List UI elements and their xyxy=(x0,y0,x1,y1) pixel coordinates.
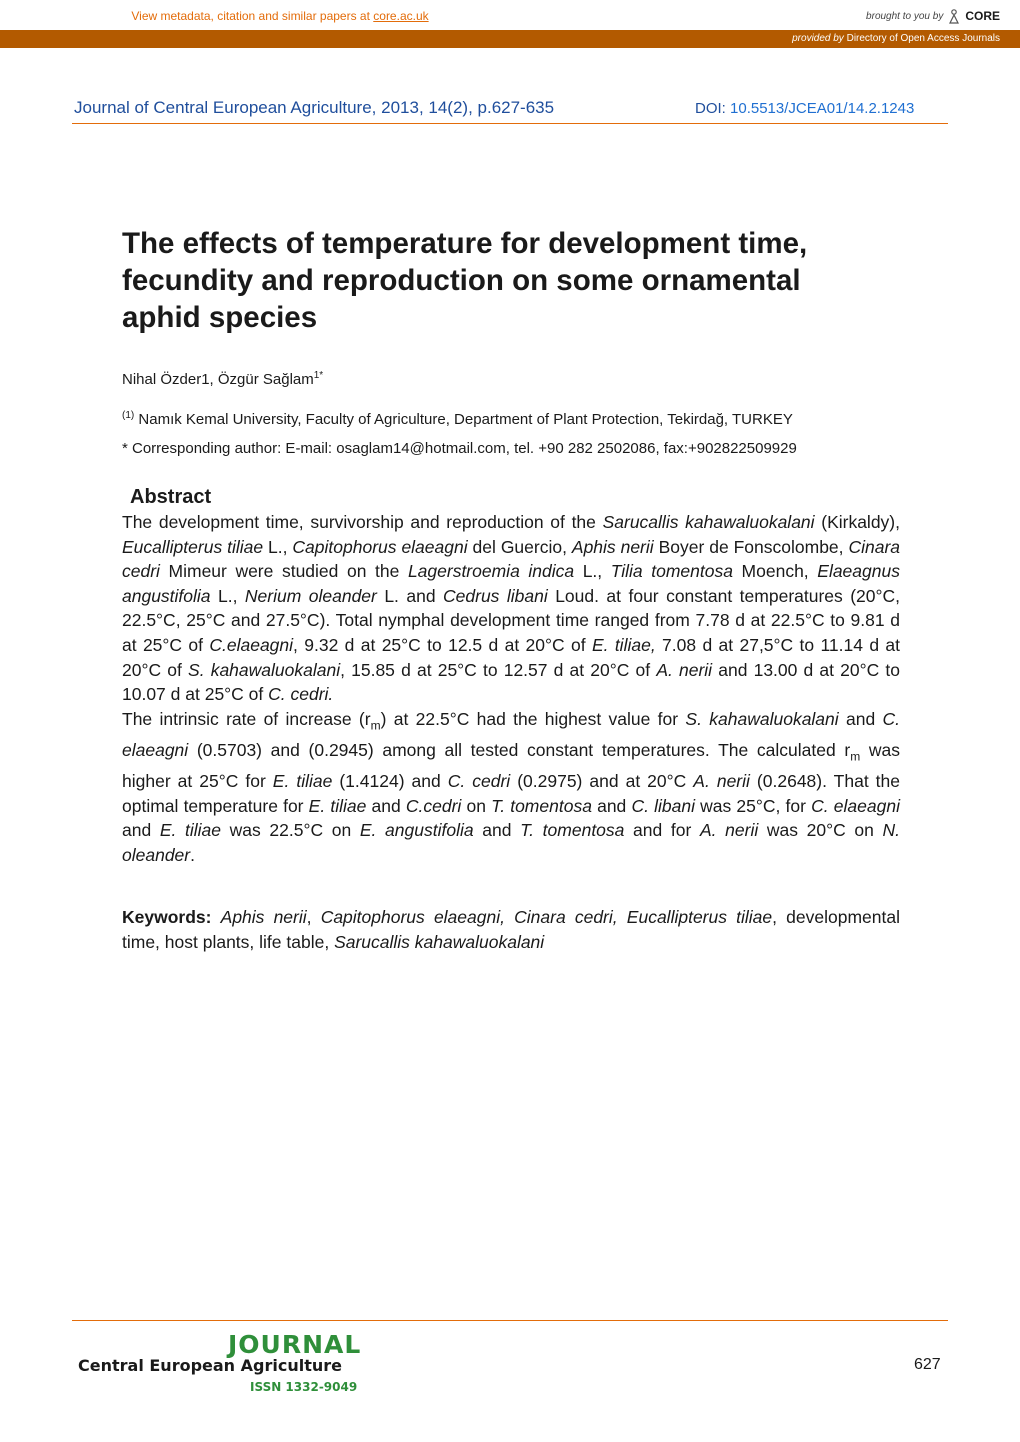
header-divider xyxy=(72,123,948,124)
italic-run: Sarucallis kahawaluokalani xyxy=(334,931,545,952)
text-run: and xyxy=(838,708,883,729)
italic-run: C. libani xyxy=(631,795,695,816)
core-provided-text xyxy=(792,33,1000,44)
provided-by-prefix: provided by xyxy=(792,33,844,44)
italic-run: T. tomentosa xyxy=(491,795,592,816)
italic-run: C. cedri. xyxy=(268,684,334,705)
italic-run: C.cedri xyxy=(405,795,462,816)
subscript-run: m xyxy=(850,749,861,764)
core-link[interactable]: core.ac.uk xyxy=(373,9,429,23)
text-run: Loud. at four constant temperatures (20°C, 22.5°C, 25°C and 27.5°C). Total nymphal development time ranged from 7.78 d at 22.5°C to 9.81 d at 25°C of xyxy=(122,585,901,655)
text-run: del Guercio, xyxy=(467,536,572,557)
italic-run: Lagerstroemia indica xyxy=(407,561,575,582)
corresponding-author: * Corresponding author: E-mail: osaglam14@hotmail.com, tel. +90 282 2502086, fax:+902822509929 xyxy=(122,440,797,457)
journal-citation: Journal of Central European Agriculture, 2013, 14(2), p.627-635 xyxy=(74,98,555,117)
italic-run: A. nerii xyxy=(699,820,759,841)
text-run: Boyer de Fonscolombe, xyxy=(653,536,849,557)
journal-logo xyxy=(78,1330,388,1402)
core-metadata-text: View metadata, citation and similar papers at xyxy=(131,9,374,23)
italic-run: Eucallipterus tiliae xyxy=(122,536,264,557)
text-run: and xyxy=(591,795,632,816)
affiliation-sup: (1) xyxy=(122,410,135,421)
italic-run: Aphis nerii xyxy=(571,536,654,557)
core-banner xyxy=(0,0,1020,30)
abstract-paragraph-1 xyxy=(122,510,900,707)
affiliation xyxy=(122,410,793,428)
doi-link[interactable]: 10.5513/JCEA01/14.2.1243 xyxy=(730,100,915,117)
text-run: (0.5703) and (0.2945) among all tested constant temperatures. The calculated r xyxy=(188,739,851,760)
text-run xyxy=(211,907,220,927)
provided-by-source-link[interactable]: Directory of Open Access Journals xyxy=(846,33,1000,44)
italic-run: Tilia tomentosa xyxy=(610,561,733,582)
italic-run: C. elaeagni xyxy=(122,708,900,760)
core-provided-bar xyxy=(0,30,1020,48)
text-run: , developmental time, host plants, life table, xyxy=(122,907,900,952)
logo-issn: ISSN 1332-9049 xyxy=(250,1380,358,1394)
text-run: Moench, xyxy=(732,561,818,582)
italic-run: E. tiliae, xyxy=(591,634,656,655)
text-run: , xyxy=(306,907,321,927)
text-run: and for xyxy=(624,820,700,841)
italic-run: C. cedri xyxy=(447,770,511,791)
italic-run: Cedrus libani xyxy=(443,585,548,606)
italic-run: N. oleander xyxy=(122,820,900,865)
italic-run: A. nerii xyxy=(693,770,750,791)
core-logo-icon xyxy=(947,8,961,24)
italic-run: S. kahawaluokalani xyxy=(188,659,341,680)
italic-run: E. tiliae xyxy=(159,820,222,841)
italic-run: Elaeagnus angustifolia xyxy=(122,561,900,606)
doi-line xyxy=(695,100,914,117)
text-run: ) at 22.5°C had the highest value for xyxy=(380,708,686,729)
abstract-body xyxy=(122,510,900,867)
text-run: L., xyxy=(574,561,611,582)
text-run: L., xyxy=(263,536,293,557)
text-run: 7.08 d at 27,5°C to 11.14 d at 20°C of xyxy=(122,634,901,680)
paper-title: The effects of temperature for development time, fecundity and reproduction on some ornamental aphid species xyxy=(122,227,808,334)
text-run: was 22.5°C on xyxy=(221,820,360,841)
logo-journal-word: JOURNAL xyxy=(228,1330,362,1359)
authors-text: Nihal Özder1, Özgür Sağlam xyxy=(122,371,314,388)
italic-run: Sarucallis kahawaluokalani xyxy=(602,512,815,532)
brought-by-text: brought to you by xyxy=(866,10,944,22)
italic-run: Capitophorus elaeagni xyxy=(292,536,468,557)
subscript-run: m xyxy=(370,718,381,733)
text-run: and xyxy=(473,820,521,841)
page-number: 627 xyxy=(914,1356,941,1373)
italic-run: T. tomentosa xyxy=(520,820,625,841)
italic-run: C. elaeagni xyxy=(811,795,900,816)
text-run: L. and xyxy=(376,585,444,606)
text-run: (1.4124) and xyxy=(332,770,448,791)
text-run: Mimeur were studied on the xyxy=(159,561,408,582)
italic-run: C.elaeagni xyxy=(209,634,294,655)
italic-run: S. kahawaluokalani xyxy=(685,708,839,729)
italic-run: E. tiliae xyxy=(272,770,333,791)
affiliation-text: Namık Kemal University, Faculty of Agriculture, Department of Plant Protection, Tekirdağ, TURKEY xyxy=(138,411,793,428)
text-run: and xyxy=(122,820,160,841)
keywords-label: Keywords: xyxy=(122,907,212,927)
text-run: , 9.32 d at 25°C to 12.5 d at 20°C of xyxy=(293,634,592,655)
doi-label: DOI: xyxy=(695,100,726,117)
italic-run: Aphis nerii xyxy=(220,907,307,927)
core-metadata-line xyxy=(0,9,560,23)
italic-run: Nerium oleander xyxy=(244,585,377,606)
abstract-heading: Abstract xyxy=(130,486,212,508)
text-run: , 15.85 d at 25°C to 12.57 d at 20°C of xyxy=(340,659,657,680)
text-run: was higher at 25°C for xyxy=(122,739,900,791)
italic-run: A. nerii xyxy=(656,659,713,680)
text-run: on xyxy=(461,795,492,816)
text-run: (0.2975) and at 20°C xyxy=(510,770,694,791)
italic-run: E. angustifolia xyxy=(359,820,474,841)
text-run: and 13.00 d at 20°C to 10.07 d at 25°C of xyxy=(122,659,901,705)
keywords xyxy=(122,905,900,954)
text-run: L., xyxy=(210,585,245,606)
text-run: was 20°C on xyxy=(758,820,883,841)
text-run: (Kirkaldy), xyxy=(814,512,900,532)
abstract-paragraph-2 xyxy=(122,707,900,868)
keywords-list xyxy=(122,907,900,952)
author-list xyxy=(122,370,323,388)
text-run: and xyxy=(366,795,406,816)
italic-run: Cinara cedri xyxy=(122,536,901,582)
logo-subtitle: Central European Agriculture xyxy=(78,1356,342,1375)
text-run: (0.2648). That the optimal temperature for xyxy=(122,770,901,816)
footer-divider xyxy=(72,1320,948,1321)
text-run: was 25°C, for xyxy=(694,795,812,816)
text-run: The intrinsic rate of increase (r xyxy=(122,708,371,729)
italic-run: Capitophorus elaeagni, Cinara cedri, Eucallipterus tiliae xyxy=(320,907,773,927)
text-run: The development time, survivorship and reproduction of the xyxy=(122,512,603,532)
italic-run: E. tiliae xyxy=(308,795,367,816)
core-label[interactable]: CORE xyxy=(965,9,1000,23)
core-brought-by xyxy=(866,8,1000,24)
text-run: . xyxy=(190,844,195,865)
authors-sup: 1* xyxy=(313,370,324,381)
